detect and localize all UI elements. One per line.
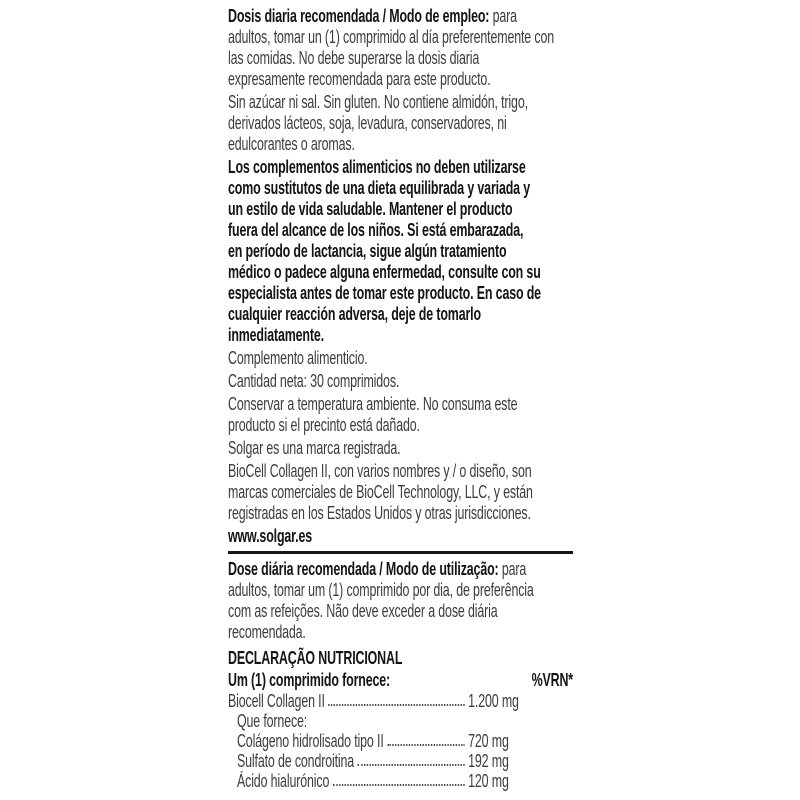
label-paragraph [228, 559, 573, 643]
text-line: producto si el precinto está dañado. [228, 415, 420, 435]
nutrition-table-header [228, 670, 573, 691]
text-line: registradas en los Estados Unidos y otras jurisdicciones. [228, 503, 531, 523]
text-line: un estilo de vida saludable. Mantener el producto [228, 199, 513, 219]
text-line: expresamente recomendada para este producto. [228, 69, 491, 89]
table-row [228, 771, 573, 791]
nutrient-label: Sulfato de condroitina [236, 751, 355, 771]
text-line: Dose diária recomendada / Modo de utilização: para [228, 559, 527, 579]
nutrient-label: Colágeno hidrolisado tipo II [236, 731, 384, 751]
section-divider [228, 551, 573, 554]
text-line: cualquier reacción adversa, deje de tomarlo [228, 304, 481, 324]
text-line: como sustitutos de una dieta equilibrada y variada y [228, 178, 531, 198]
product-label [228, 6, 573, 791]
nutrition-declaration [228, 648, 573, 791]
label-paragraph [228, 526, 573, 547]
text-line: BioCell Collagen II, con varios nombres y / o diseño, son [228, 461, 532, 481]
table-row [228, 731, 573, 751]
text-line: en período de lactancia, sigue algún tratamiento [228, 241, 507, 261]
text-line: recomendada. [228, 622, 306, 642]
table-row [228, 711, 573, 731]
dot-leader [333, 784, 465, 786]
text-line: edulcorantes o aromas. [228, 134, 355, 154]
text-line: médico o padece alguna enfermedad, consulte con su [228, 262, 541, 282]
text-line: com as refeições. Não deve exceder a dose diária [228, 601, 498, 621]
text-line: Dosis diaria recomendada / Modo de empleo: para [228, 6, 517, 26]
text-line: Sin azúcar ni sal. Sin gluten. No contiene almidón, trigo, [228, 92, 528, 112]
dot-leader [387, 744, 465, 746]
serving-label: Um (1) comprimido fornece: [228, 670, 391, 690]
label-paragraph [228, 461, 573, 524]
label-paragraph [228, 6, 573, 90]
nutrient-amount: 120 mg [468, 771, 509, 791]
text-line: Complemento alimenticio. [228, 348, 368, 368]
table-row [228, 691, 573, 711]
nutrition-heading: DECLARAÇÃO NUTRICIONAL [228, 648, 403, 668]
text-line: adultos, tomar un (1) comprimido al día preferentemente con [228, 27, 554, 47]
nutrient-label: Biocell Collagen II [228, 691, 325, 711]
nutrient-label: Que fornece: [236, 711, 308, 731]
label-paragraph [228, 438, 573, 459]
dot-leader [358, 764, 465, 766]
label-paragraph [228, 348, 573, 369]
text-line: Conservar a temperatura ambiente. No consuma este [228, 394, 518, 414]
text-line: derivados lácteos, soja, levadura, conservadores, ni [228, 113, 507, 133]
text-line: Cantidad neta: 30 comprimidos. [228, 371, 400, 391]
dot-leader [328, 704, 464, 706]
spanish-section [228, 6, 573, 547]
nutrition-table [228, 691, 573, 791]
text-line: especialista antes de tomar este producto. En caso de [228, 283, 541, 303]
text-line: Los complementos alimenticios no deben utilizarse [228, 157, 526, 177]
text-line: fuera del alcance de los niños. Si está embarazada, [228, 220, 524, 240]
nutrient-amount: 192 mg [468, 751, 509, 771]
text-line: Solgar es una marca registrada. [228, 438, 401, 458]
nutrient-label: Ácido hialurónico [236, 771, 330, 791]
label-paragraph [228, 157, 573, 346]
label-paragraph [228, 92, 573, 155]
label-paragraph [228, 371, 573, 392]
text-line: inmediatamente. [228, 325, 324, 345]
text-line: adultos, tomar um (1) comprimido por dia, de preferência [228, 580, 534, 600]
label-paragraph [228, 394, 573, 436]
nutrient-amount: 720 mg [468, 731, 509, 751]
text-line: marcas comerciales de BioCell Technology, LLC, y están [228, 482, 533, 502]
text-line: las comidas. No debe superarse la dosis diaria [228, 48, 480, 68]
vrn-column-header: %VRN* [531, 670, 573, 690]
nutrient-amount: 1.200 mg [468, 691, 519, 711]
table-row [228, 751, 573, 771]
text-line: www.solgar.es [228, 526, 313, 546]
portuguese-section [228, 559, 573, 643]
